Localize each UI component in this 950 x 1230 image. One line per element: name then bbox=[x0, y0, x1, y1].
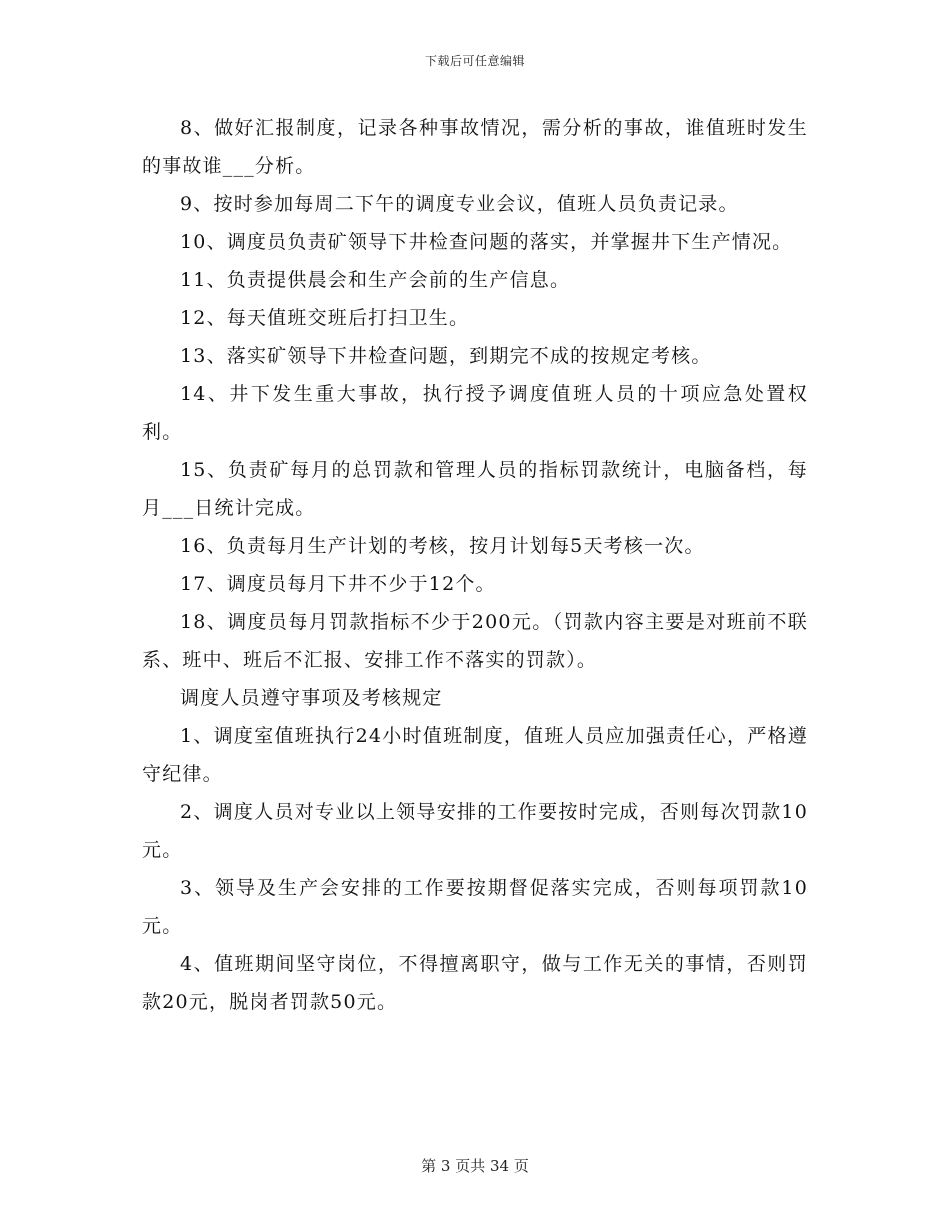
paragraph-item-9: 9、按时参加每周二下午的调度专业会议，值班人员负责记录。 bbox=[180, 193, 739, 215]
paragraph-item-15: 15、负责矿每月的总罚款和管理人员的指标罚款统计，电脑备档，每月___日统计完成。 bbox=[142, 459, 808, 519]
paragraph-item-13: 13、落实矿领导下井检查问题，到期完不成的按规定考核。 bbox=[180, 345, 712, 367]
paragraph-item-18: 18、调度员每月罚款指标不少于200元。（罚款内容主要是对班前不联系、班中、班后不汇报、安排工作不落实的罚款）。 bbox=[142, 611, 808, 671]
paragraph-item-16: 16、负责每月生产计划的考核，按月计划每5天考核一次。 bbox=[180, 535, 705, 557]
paragraph-item-14: 14、井下发生重大事故，执行授予调度值班人员的十项应急处置权利。 bbox=[142, 383, 808, 443]
rule-item-4: 4、值班期间坚守岗位，不得擅离职守，做与工作无关的事情，否则罚款20元，脱岗者罚款50元。 bbox=[142, 953, 808, 1013]
section-heading: 调度人员遵守事项及考核规定 bbox=[180, 687, 443, 709]
paragraph-item-11: 11、负责提供晨会和生产会前的生产信息。 bbox=[180, 269, 571, 291]
page-header: 下载后可任意编辑 bbox=[424, 54, 525, 68]
page-number: 第 3 页共 34 页 bbox=[421, 1157, 529, 1175]
rule-item-2: 2、调度人员对专业以上领导安排的工作要按时完成，否则每次罚款10元。 bbox=[142, 801, 808, 861]
paragraph-item-17: 17、调度员每月下井不少于12个。 bbox=[180, 573, 496, 595]
paragraph-item-12: 12、每天值班交班后打扫卫生。 bbox=[180, 307, 470, 329]
document-body bbox=[142, 109, 808, 1021]
rule-item-3: 3、领导及生产会安排的工作要按期督促落实完成，否则每项罚款10元。 bbox=[142, 877, 808, 937]
paragraph-item-10: 10、调度员负责矿领导下井检查问题的落实，并掌握井下生产情况。 bbox=[180, 231, 793, 253]
rule-item-1: 1、调度室值班执行24小时值班制度，值班人员应加强责任心，严格遵守纪律。 bbox=[142, 725, 808, 785]
paragraph-item-8: 8、做好汇报制度，记录各种事故情况，需分析的事故，谁值班时发生的事故谁___分析。 bbox=[142, 117, 808, 177]
